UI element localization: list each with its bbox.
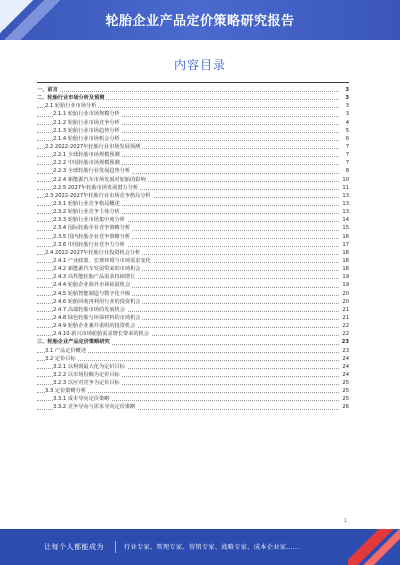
- toc-entry[interactable]: [37, 371, 349, 379]
- toc-entry[interactable]: [37, 298, 349, 306]
- toc-entry[interactable]: [37, 322, 349, 330]
- toc-entry-page: 26: [342, 404, 349, 411]
- toc-entry-page: 6: [345, 135, 349, 142]
- toc-entry-text: 2.2.3 全球轮胎行业发展趋势分析: [53, 168, 131, 175]
- toc-entry-text: 2.4.5 轮胎智能制造与数字化升级: [53, 290, 131, 297]
- toc-entry-text: 2.4.9 轮胎企业兼并重组的投资机会: [53, 323, 136, 330]
- toc-entry[interactable]: [37, 127, 349, 135]
- toc-entry-text: 3.2.3 以应对竞争为定价目标: [53, 380, 120, 387]
- toc-heading: 内容目录: [173, 58, 226, 72]
- toc-entry[interactable]: [37, 200, 349, 208]
- toc-entry-page: 25: [342, 388, 349, 395]
- footer-banner: [0, 529, 400, 565]
- toc-entry-page: 13: [342, 209, 349, 216]
- toc-entry-page: 21: [342, 314, 349, 321]
- toc-entry-text: 2.4.4 轮胎企业海外市场拓展机会: [53, 282, 131, 289]
- toc-entry-page: 25: [342, 380, 349, 387]
- toc-entry[interactable]: [37, 241, 349, 249]
- table-of-contents: [37, 86, 349, 412]
- toc-entry-page: 13: [342, 200, 349, 207]
- toc-entry-text: 三、轮胎企业产品定价策略研究: [37, 339, 110, 346]
- toc-entry-text: 2.3.2 轮胎行业竞争主体分析: [53, 209, 120, 216]
- toc-entry-page: 13: [342, 192, 349, 199]
- toc-entry-text: 2.3 2022-2027年轮胎行业市场竞争格局分析: [45, 192, 151, 199]
- toc-entry-page: 17: [342, 241, 349, 248]
- toc-entry-page: 5: [345, 127, 349, 134]
- toc-leader-dots: [37, 360, 339, 361]
- toc-entry-page: 7: [345, 160, 349, 167]
- toc-entry[interactable]: [37, 387, 349, 395]
- toc-entry[interactable]: [37, 403, 349, 411]
- toc-entry-text: 2.3.1 轮胎行业竞争格局概述: [53, 200, 120, 207]
- toc-entry-text: 2.4.7 高端轮胎市场的发展机会: [53, 306, 125, 313]
- toc-entry[interactable]: [37, 86, 349, 94]
- toc-entry[interactable]: [37, 119, 349, 127]
- toc-entry-page: 22: [342, 331, 349, 338]
- toc-entry-text: 2.3.5 国内轮胎企业竞争策略分析: [53, 233, 131, 240]
- toc-entry-text: 2.4.8 绿色轮胎与环保材料的市场机会: [53, 314, 141, 321]
- toc-entry[interactable]: [37, 102, 349, 110]
- toc-entry-text: 2.2.5 2027年轮胎市场发展潜力分析: [53, 184, 139, 191]
- toc-entry[interactable]: [37, 257, 349, 265]
- toc-entry-page: 11: [342, 184, 349, 191]
- toc-entry-text: 3.1 产品定价概述: [45, 347, 87, 354]
- toc-entry[interactable]: [37, 110, 349, 118]
- toc-entry-page: 20: [342, 298, 349, 305]
- toc-entry[interactable]: [37, 224, 349, 232]
- toc-entry-text: 2.1.3 轮胎行业市场趋势分析: [53, 127, 120, 134]
- footer-tagline: 行业专家、管理专家、营销专家、战略专家、成本企业家……: [124, 544, 300, 551]
- toc-entry-text: 2.4.2 新能源汽车发展带来的市场机会: [53, 266, 141, 273]
- toc-entry-page: 25: [342, 396, 349, 403]
- toc-entry-page: 18: [342, 266, 349, 273]
- toc-entry-page: 4: [345, 119, 349, 126]
- toc-entry-page: 3: [345, 95, 349, 102]
- toc-entry-text: 2.4.1 产业政策、宏观环境与市场需求变化: [53, 257, 151, 264]
- toc-leader-dots: [37, 91, 339, 92]
- report-title: 轮胎企业产品定价策略研究报告: [105, 14, 295, 29]
- toc-entry-page: 3: [345, 103, 349, 110]
- toc-entry-text: 2.3.4 国际轮胎企业竞争策略分析: [53, 225, 131, 232]
- toc-entry-text: 二、轮胎行业市场分析及预测: [37, 95, 105, 102]
- toc-entry-text: 2.4.3 高性能轮胎产品需求持续增长: [53, 274, 136, 281]
- toc-entry-page: 18: [342, 257, 349, 264]
- toc-entry-page: 19: [342, 282, 349, 289]
- toc-entry-text: 3.2 定价目标: [45, 355, 76, 362]
- toc-entry[interactable]: [37, 338, 349, 346]
- toc-entry[interactable]: [37, 216, 349, 224]
- toc-entry-text: 一、前言: [37, 87, 58, 93]
- header-banner: [0, 0, 400, 40]
- toc-entry-text: 2.2 2022-2027年轮胎行业市场发展预测: [45, 143, 141, 150]
- toc-entry[interactable]: [37, 159, 349, 167]
- footer-accent-stripes: [348, 529, 400, 565]
- toc-entry-page: 7: [345, 143, 349, 150]
- toc-entry[interactable]: [37, 314, 349, 322]
- footer-divider: [115, 541, 116, 553]
- toc-entry-text: 2.2.2 中国轮胎市场规模预测: [53, 160, 120, 167]
- toc-entry-page: 16: [342, 233, 349, 240]
- toc-entry[interactable]: [37, 94, 349, 102]
- toc-entry-page: 15: [342, 225, 349, 232]
- toc-entry-text: 2.2.1 全球轮胎市场规模预测: [53, 152, 120, 159]
- toc-entry[interactable]: [37, 330, 349, 338]
- toc-entry-text: 3.2.2 以市场份额为定价目标: [53, 371, 120, 378]
- toc-entry-page: 7: [345, 152, 349, 159]
- toc-entry-page: 8: [345, 168, 349, 175]
- toc-entry[interactable]: [37, 143, 349, 151]
- toc-entry-text: 3.3.1 成本导向定价策略: [53, 396, 110, 403]
- toc-entry[interactable]: [37, 184, 349, 192]
- toc-entry[interactable]: [37, 273, 349, 281]
- footer-slogan: 让每个人都能成为: [44, 543, 104, 551]
- divider: [37, 82, 349, 83]
- toc-entry-text: 2.4.6 轮胎回收再利用行业的投资机会: [53, 298, 141, 305]
- toc-entry[interactable]: [37, 347, 349, 355]
- toc-entry[interactable]: [37, 281, 349, 289]
- toc-entry-text: 2.3.6 中国轮胎行业竞争力分析: [53, 241, 125, 248]
- toc-entry[interactable]: [37, 290, 349, 298]
- toc-entry[interactable]: [37, 249, 349, 257]
- toc-entry[interactable]: [37, 265, 349, 273]
- toc-entry-text: 2.1.4 轮胎行业市场机会分析: [53, 135, 120, 142]
- toc-entry-text: 2.1.2 轮胎行业市场竞争分析: [53, 119, 120, 126]
- toc-entry[interactable]: [37, 167, 349, 175]
- toc-entry-text: 2.1 轮胎行业市场分析: [45, 103, 97, 110]
- toc-entry-page: 14: [342, 217, 349, 224]
- toc-entry[interactable]: [37, 395, 349, 403]
- toc-entry-text: 2.2.4 新能源汽车市场发展对轮胎的影响: [53, 176, 146, 183]
- toc-entry-page: 24: [342, 355, 349, 362]
- toc-entry-page: 3: [345, 87, 349, 93]
- toc-entry[interactable]: [37, 151, 349, 159]
- toc-entry-text: 2.4 2022-2027年轮胎行业投资机会分析: [45, 249, 141, 256]
- toc-entry-page: 22: [342, 323, 349, 330]
- toc-entry[interactable]: [37, 192, 349, 200]
- toc-entry-page: 18: [342, 249, 349, 256]
- toc-entry[interactable]: [37, 135, 349, 143]
- toc-entry[interactable]: [37, 233, 349, 241]
- toc-entry[interactable]: [37, 363, 349, 371]
- toc-entry[interactable]: [37, 306, 349, 314]
- toc-entry-page: 23: [341, 339, 349, 346]
- toc-entry[interactable]: [37, 176, 349, 184]
- toc-entry-text: 2.1.1 轮胎行业市场规模分析: [53, 111, 120, 118]
- page-number: 1: [343, 518, 347, 524]
- toc-entry-text: 3.2.1 以利润最大化为定价目标: [53, 363, 125, 370]
- toc-entry-page: 24: [342, 371, 349, 378]
- toc-entry-page: 24: [342, 363, 349, 370]
- toc-entry-text: 2.4.10 新兴市场轮胎需求增长带来的机会: [53, 331, 149, 338]
- toc-entry-page: 19: [342, 274, 349, 281]
- toc-entry[interactable]: [37, 208, 349, 216]
- toc-entry-text: 3.3 定价策略分析: [45, 388, 87, 395]
- toc-entry-page: 3: [345, 111, 349, 118]
- toc-entry-page: 23: [342, 347, 349, 354]
- toc-entry-page: 21: [342, 306, 349, 313]
- toc-entry-page: 20: [342, 290, 349, 297]
- toc-entry-page: 10: [342, 176, 349, 183]
- toc-entry[interactable]: [37, 355, 349, 363]
- toc-entry-text: 3.3.2 竞争导向与需求导向定价策略: [53, 404, 136, 411]
- toc-entry-text: 2.3.3 轮胎行业市场集中度分析: [53, 217, 125, 224]
- toc-entry[interactable]: [37, 379, 349, 387]
